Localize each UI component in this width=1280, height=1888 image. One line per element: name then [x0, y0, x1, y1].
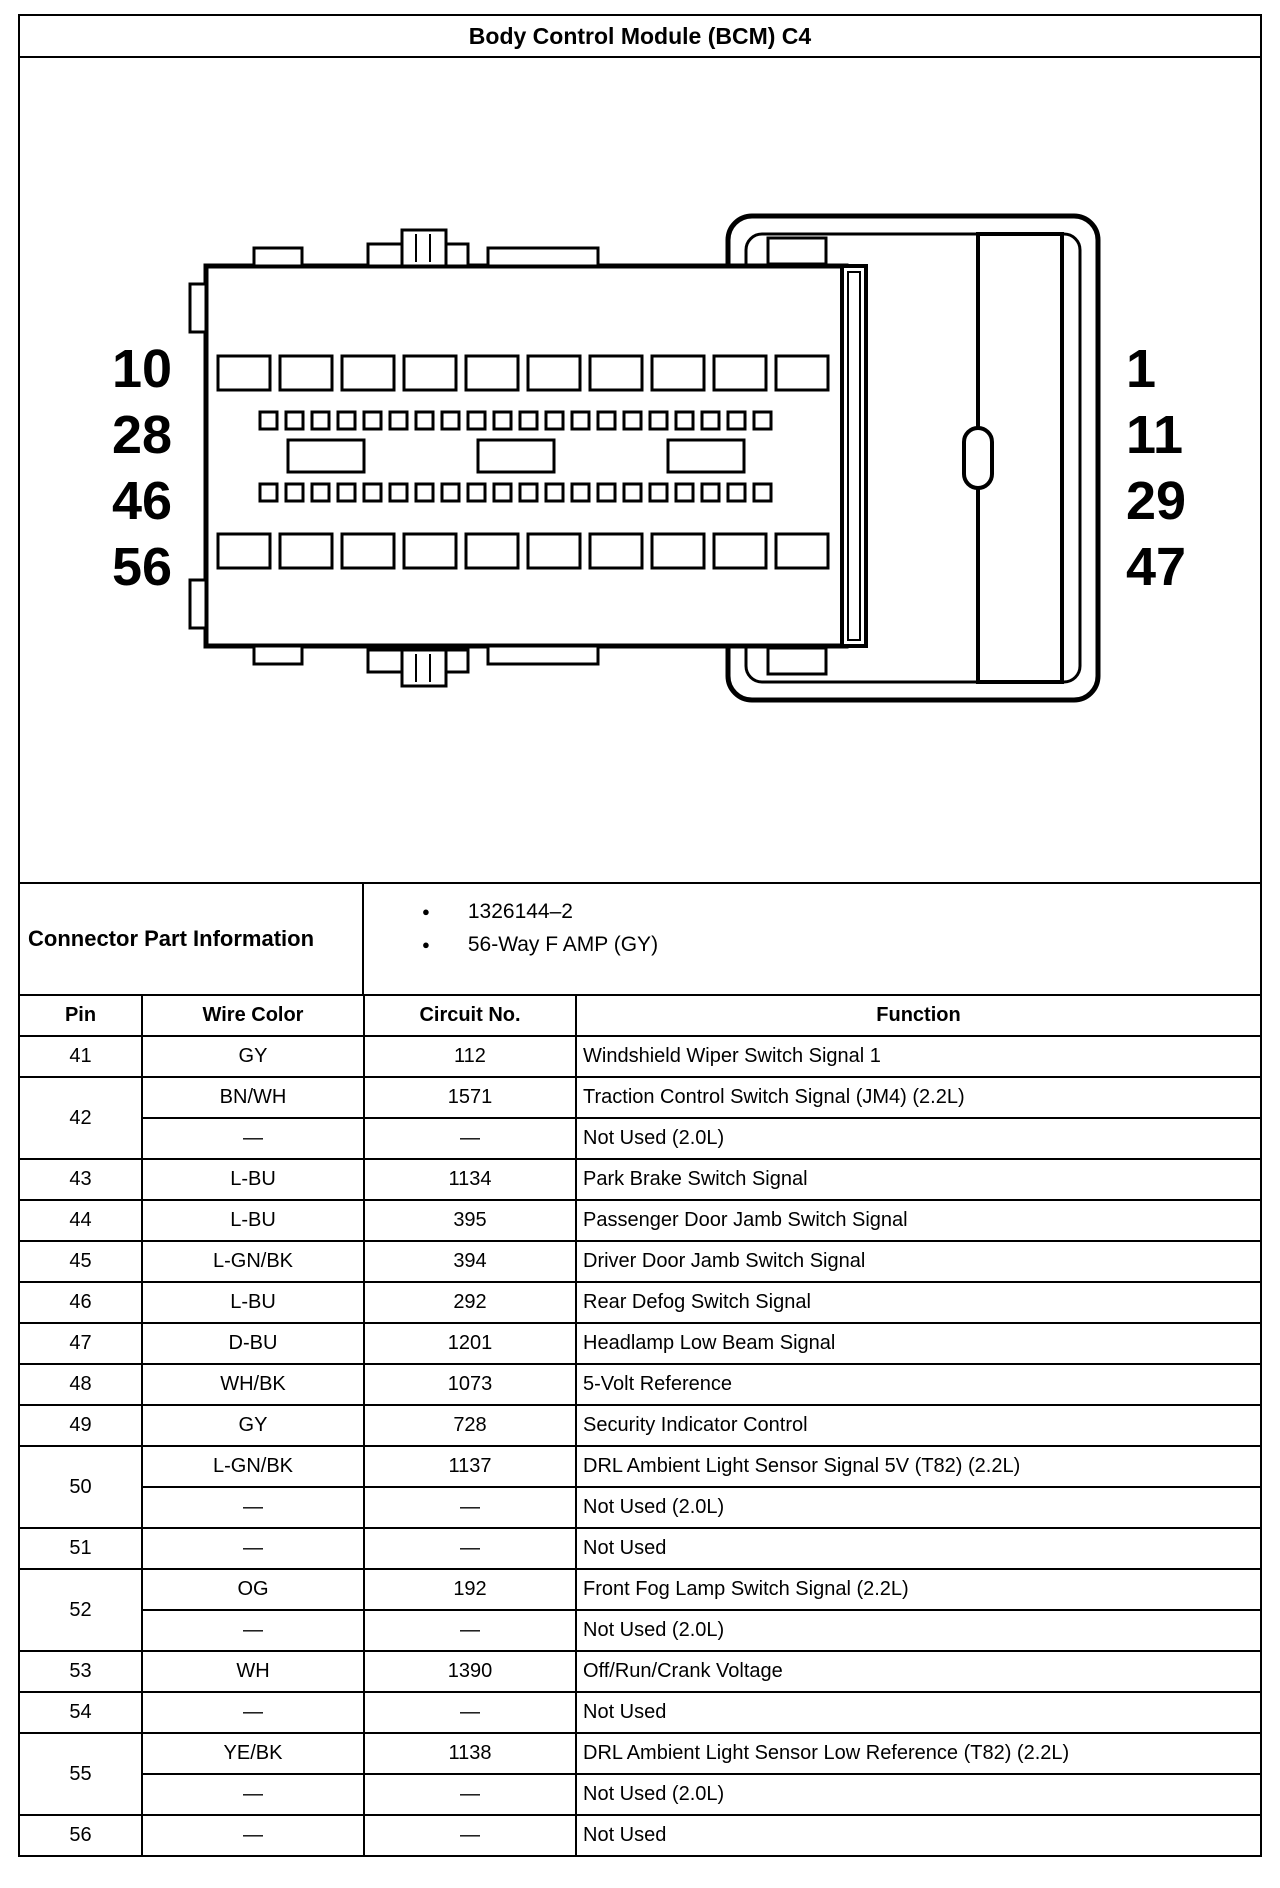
- function-description: Rear Defog Switch Signal: [576, 1282, 1260, 1323]
- function-description: Not Used (2.0L): [576, 1774, 1260, 1815]
- function-description: DRL Ambient Light Sensor Signal 5V (T82) (2.2L): [576, 1446, 1260, 1487]
- wire-color: WH/BK: [142, 1364, 364, 1405]
- wire-color: —: [142, 1528, 364, 1569]
- wire-color: L-GN/BK: [142, 1241, 364, 1282]
- pin-number: 45: [20, 1241, 142, 1282]
- pin-number: 48: [20, 1364, 142, 1405]
- function-description: Not Used: [576, 1692, 1260, 1733]
- connector-drawing: [188, 208, 1118, 708]
- wire-color: D-BU: [142, 1323, 364, 1364]
- pin-label-47: 47: [1126, 537, 1187, 597]
- circuit-number: —: [364, 1692, 576, 1733]
- left-pin-labels: [112, 336, 172, 600]
- wire-color: WH: [142, 1651, 364, 1692]
- pin-number: 47: [20, 1323, 142, 1364]
- pin-table-body: [20, 1036, 1260, 1855]
- circuit-number: —: [364, 1774, 576, 1815]
- header-wire-color: Wire Color: [142, 996, 364, 1036]
- pin-row-45: [20, 1241, 1260, 1282]
- wire-color: —: [142, 1118, 364, 1159]
- wire-color: —: [142, 1487, 364, 1528]
- page-title: Body Control Module (BCM) C4: [20, 16, 1260, 58]
- circuit-number: —: [364, 1528, 576, 1569]
- pin-row-46: [20, 1282, 1260, 1323]
- pin-number: 52: [20, 1569, 142, 1651]
- wire-color: GY: [142, 1036, 364, 1077]
- circuit-number: 1571: [364, 1077, 576, 1118]
- pin-number: 41: [20, 1036, 142, 1077]
- function-description: Windshield Wiper Switch Signal 1: [576, 1036, 1260, 1077]
- wire-color: BN/WH: [142, 1077, 364, 1118]
- pin-row-49: [20, 1405, 1260, 1446]
- pin-label-10: 10: [112, 339, 173, 399]
- circuit-number: 1137: [364, 1446, 576, 1487]
- function-description: DRL Ambient Light Sensor Low Reference (T82) (2.2L): [576, 1733, 1260, 1774]
- pin-row-55-2: [20, 1774, 1260, 1815]
- pin-number: 46: [20, 1282, 142, 1323]
- function-description: Park Brake Switch Signal: [576, 1159, 1260, 1200]
- wire-color: —: [142, 1692, 364, 1733]
- function-description: Not Used (2.0L): [576, 1610, 1260, 1651]
- circuit-number: 1138: [364, 1733, 576, 1774]
- circuit-number: 1201: [364, 1323, 576, 1364]
- circuit-number: 1134: [364, 1159, 576, 1200]
- pin-number: 56: [20, 1815, 142, 1855]
- part-number: 1326144–2: [467, 900, 573, 923]
- table-header-row: [20, 996, 1260, 1036]
- pin-row-41: [20, 1036, 1260, 1077]
- circuit-number: 394: [364, 1241, 576, 1282]
- circuit-number: —: [364, 1610, 576, 1651]
- function-description: 5-Volt Reference: [576, 1364, 1260, 1405]
- pin-number: 53: [20, 1651, 142, 1692]
- circuit-number: 1073: [364, 1364, 576, 1405]
- pin-number: 51: [20, 1528, 142, 1569]
- function-description: Passenger Door Jamb Switch Signal: [576, 1200, 1260, 1241]
- pin-number: 42: [20, 1077, 142, 1159]
- function-description: Driver Door Jamb Switch Signal: [576, 1241, 1260, 1282]
- pin-row-44: [20, 1200, 1260, 1241]
- pin-row-50-2: [20, 1487, 1260, 1528]
- function-description: Security Indicator Control: [576, 1405, 1260, 1446]
- pin-row-43: [20, 1159, 1260, 1200]
- pin-number: 50: [20, 1446, 142, 1528]
- wire-color: YE/BK: [142, 1733, 364, 1774]
- pin-row-53: [20, 1651, 1260, 1692]
- wire-color: L-BU: [142, 1282, 364, 1323]
- pin-row-56: [20, 1815, 1260, 1855]
- connector-part-info: [20, 884, 1260, 996]
- wire-color: —: [142, 1815, 364, 1855]
- wire-color: —: [142, 1610, 364, 1651]
- pin-number: 55: [20, 1733, 142, 1815]
- pin-row-51: [20, 1528, 1260, 1569]
- pin-label-28: 28: [112, 405, 173, 465]
- pin-number: 43: [20, 1159, 142, 1200]
- pin-label-46: 46: [112, 471, 173, 531]
- bullet-icon: ●: [422, 937, 430, 952]
- function-description: Headlamp Low Beam Signal: [576, 1323, 1260, 1364]
- pin-row-42-2: [20, 1118, 1260, 1159]
- circuit-number: 292: [364, 1282, 576, 1323]
- wire-color: L-BU: [142, 1159, 364, 1200]
- bullet-icon: ●: [422, 904, 430, 919]
- function-description: Traction Control Switch Signal (JM4) (2.2L): [576, 1077, 1260, 1118]
- wire-color: GY: [142, 1405, 364, 1446]
- wire-color: L-GN/BK: [142, 1446, 364, 1487]
- part-info-item: [364, 900, 1260, 924]
- function-description: Front Fog Lamp Switch Signal (2.2L): [576, 1569, 1260, 1610]
- pin-label-56: 56: [112, 537, 173, 597]
- header-circuit-no: Circuit No.: [364, 996, 576, 1036]
- part-info-item: [364, 933, 1260, 957]
- circuit-number: 728: [364, 1405, 576, 1446]
- circuit-number: —: [364, 1815, 576, 1855]
- pin-label-29: 29: [1126, 471, 1187, 531]
- circuit-number: 112: [364, 1036, 576, 1077]
- function-description: Not Used (2.0L): [576, 1487, 1260, 1528]
- circuit-number: —: [364, 1118, 576, 1159]
- service-manual-page: [18, 14, 1262, 1857]
- pin-row-54: [20, 1692, 1260, 1733]
- pin-number: 44: [20, 1200, 142, 1241]
- connector-type: 56-Way F AMP (GY): [467, 933, 659, 956]
- function-description: Not Used (2.0L): [576, 1118, 1260, 1159]
- pin-label-1: 1: [1126, 339, 1157, 399]
- wire-color: OG: [142, 1569, 364, 1610]
- pin-row-48: [20, 1364, 1260, 1405]
- function-description: Off/Run/Crank Voltage: [576, 1651, 1260, 1692]
- pin-row-52-1: [20, 1569, 1260, 1610]
- circuit-number: —: [364, 1487, 576, 1528]
- pin-label-11: 11: [1126, 405, 1184, 465]
- pin-row-47: [20, 1323, 1260, 1364]
- circuit-number: 395: [364, 1200, 576, 1241]
- part-info-list: [364, 884, 1260, 994]
- connector-diagram-panel: [20, 58, 1260, 884]
- pin-number: 49: [20, 1405, 142, 1446]
- pin-row-52-2: [20, 1610, 1260, 1651]
- header-pin: Pin: [20, 996, 142, 1036]
- function-description: Not Used: [576, 1528, 1260, 1569]
- part-info-heading: Connector Part Information: [20, 884, 364, 994]
- header-function: Function: [576, 996, 1260, 1036]
- pin-row-50-1: [20, 1446, 1260, 1487]
- pin-number: 54: [20, 1692, 142, 1733]
- right-pin-labels: [1126, 336, 1186, 600]
- wire-color: —: [142, 1774, 364, 1815]
- pinout-table: [20, 996, 1260, 1855]
- wire-color: L-BU: [142, 1200, 364, 1241]
- circuit-number: 192: [364, 1569, 576, 1610]
- pin-row-42-1: [20, 1077, 1260, 1118]
- pin-row-55-1: [20, 1733, 1260, 1774]
- circuit-number: 1390: [364, 1651, 576, 1692]
- function-description: Not Used: [576, 1815, 1260, 1855]
